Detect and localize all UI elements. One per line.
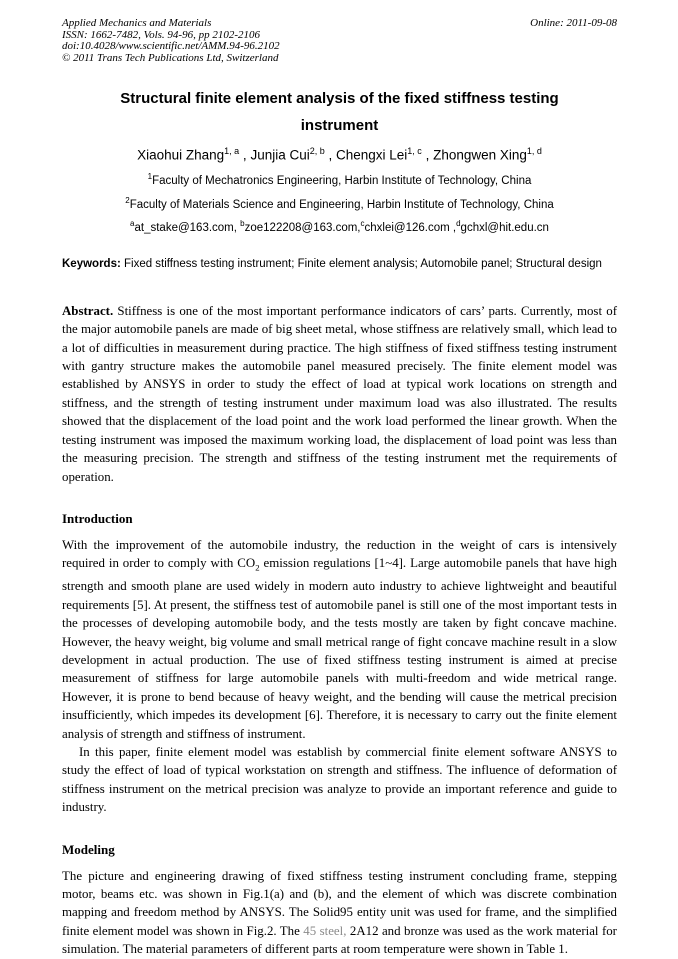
author-name: Zhongwen Xing — [433, 147, 527, 163]
introduction-paragraph-1 — [62, 536, 617, 743]
copyright-line: © 2011 Trans Tech Publications Ltd, Switzerland — [62, 51, 279, 64]
author-name: Chengxi Lei — [336, 147, 408, 163]
abstract-label: Abstract. — [62, 303, 114, 318]
email-marker: d — [456, 218, 461, 228]
abstract-text: Stiffness is one of the most important performance indicators of cars’ parts. Currently, most of the major automobile panels are made of big sheet metal, whose stiffness are relatively small, which lead to a lot of difficulties in measurement during practice. The high stiffness of fixed stiffness testing instrument with gantry structure makes the automobile panel measured precisely. The finite element model was established by ANSYS in order to study the effect of load at typical work locations on strength and stiffness, and the strength of testing instrument under maximum load was also illustrated. The results showed that the displacement of the load point and the work load performed the linear growth. When the testing instrument was imposed the maximum working load, the displacement of load point was less than the measuring precision. The strength and stiffness of the testing instrument met the requirements of operation. — [62, 303, 617, 484]
author-name: Junjia Cui — [250, 147, 310, 163]
gray-highlighted-text: 45 steel, — [303, 923, 347, 938]
keywords-text: Fixed stiffness testing instrument; Finite element analysis; Automobile panel; Structural design — [120, 258, 602, 271]
page-header — [62, 18, 617, 64]
introduction-paragraph-2: In this paper, finite element model was establish by commercial finite element software ANSYS to study the effect of load of typical workstation on strength and stiffness. The influence of deformation of stiffness instrument on the metrical precision was analyze to provide an important reference and guide to industry. — [62, 744, 617, 815]
journal-title: Applied Mechanics and Materials — [62, 17, 212, 29]
email-address: at_stake@163.com, — [134, 221, 241, 234]
modeling-text-before-gray: The picture and engineering drawing of fixed stiffness testing instrument concluding frame, stepping motor, beams etc. was shown in Fig.1(a) and (b), and the element of which was discrete combination mapping and freedom method by ANSYS. The Solid95 entity unit was used for frame, and the simplified finite element model was shown in Fig.2. The — [62, 868, 617, 938]
affiliation-marker: 2 — [125, 195, 130, 205]
affiliation-marker: 1 — [147, 171, 153, 181]
email-address: zoe122208@163.com, — [244, 221, 361, 234]
author-name: Xiaohui Zhang — [137, 147, 225, 163]
doi-line: doi:10.4028/www.scientific.net/AMM.94-96.2102 — [62, 40, 280, 53]
intro-text-before-subscript: With the improvement of the automobile industry, the reduction in the weight of cars is intensively required in order to comply with CO — [62, 537, 617, 571]
author-affiliation-marker: 2, b — [309, 146, 325, 157]
email-marker: b — [240, 218, 245, 228]
section-heading-introduction: Introduction — [62, 510, 133, 526]
modeling-text-after-gray: 2A12 and bronze was used as the work material for simulation. The material parameters of different parts at room temperature were shown in Table 1. — [62, 923, 617, 957]
author-separator: , — [421, 147, 434, 163]
author-emails-line — [62, 219, 617, 234]
abstract-block — [62, 302, 617, 486]
issn-line: ISSN: 1662-7482, Vols. 94-96, pp 2102-2106 — [62, 28, 260, 41]
online-date: Online: 2011-09-08 — [530, 17, 617, 29]
author-affiliation-marker: 1, c — [407, 146, 422, 157]
author-affiliation-marker: 1, a — [224, 146, 240, 157]
journal-metadata — [62, 18, 280, 64]
keywords-block — [62, 257, 617, 273]
intro-text-after-subscript: emission regulations [1~4]. Large automobile panels that have high strength and smooth plane are used widely in modern auto industry to achieve lightweight and beautiful requirements [5]. At present, the stiffness test of automobile panel is still one of the most important tests in the processes of developing automobile body, and the tests mostly are taken by fight concave machine. However, the heavy weight, big volume and small metrical range of fight concave machine result in a slow development in actual production. The use of fixed stiffness testing instrument is aimed at precise measurement of stiffness for large automobile panels with multi-freedom and wide metrical range. However, it is prone to bend because of heavy weight, and the bending will cause the metrical precision insufficiently, which impedes its development [6]. Therefore, it is necessary to carry out the finite element analysis of strength and stiffness of instrument. — [62, 556, 617, 741]
email-marker: c — [360, 218, 365, 228]
affiliation-line-1 — [62, 172, 617, 187]
affiliation-text: Faculty of Materials Science and Engineering, Harbin Institute of Technology, China — [129, 198, 554, 211]
keywords-label: Keywords: — [62, 258, 121, 271]
modeling-paragraph — [62, 867, 617, 959]
co2-subscript: 2 — [255, 562, 260, 573]
section-heading-modeling: Modeling — [62, 841, 115, 857]
author-separator: , — [239, 147, 251, 163]
affiliation-text: Faculty of Mechatronics Engineering, Harbin Institute of Technology, China — [152, 174, 532, 187]
affiliation-line-2 — [62, 196, 617, 211]
authors-line — [62, 146, 617, 163]
email-address: gchxl@hit.edu.cn — [460, 221, 549, 234]
paper-title: Structural finite element analysis of the fixed stiffness testing instrument — [120, 90, 559, 135]
author-separator: , — [324, 147, 336, 163]
author-affiliation-marker: 1, d — [526, 146, 542, 157]
email-marker: a — [130, 218, 135, 228]
email-address: chxlei@126.com , — [364, 221, 457, 234]
